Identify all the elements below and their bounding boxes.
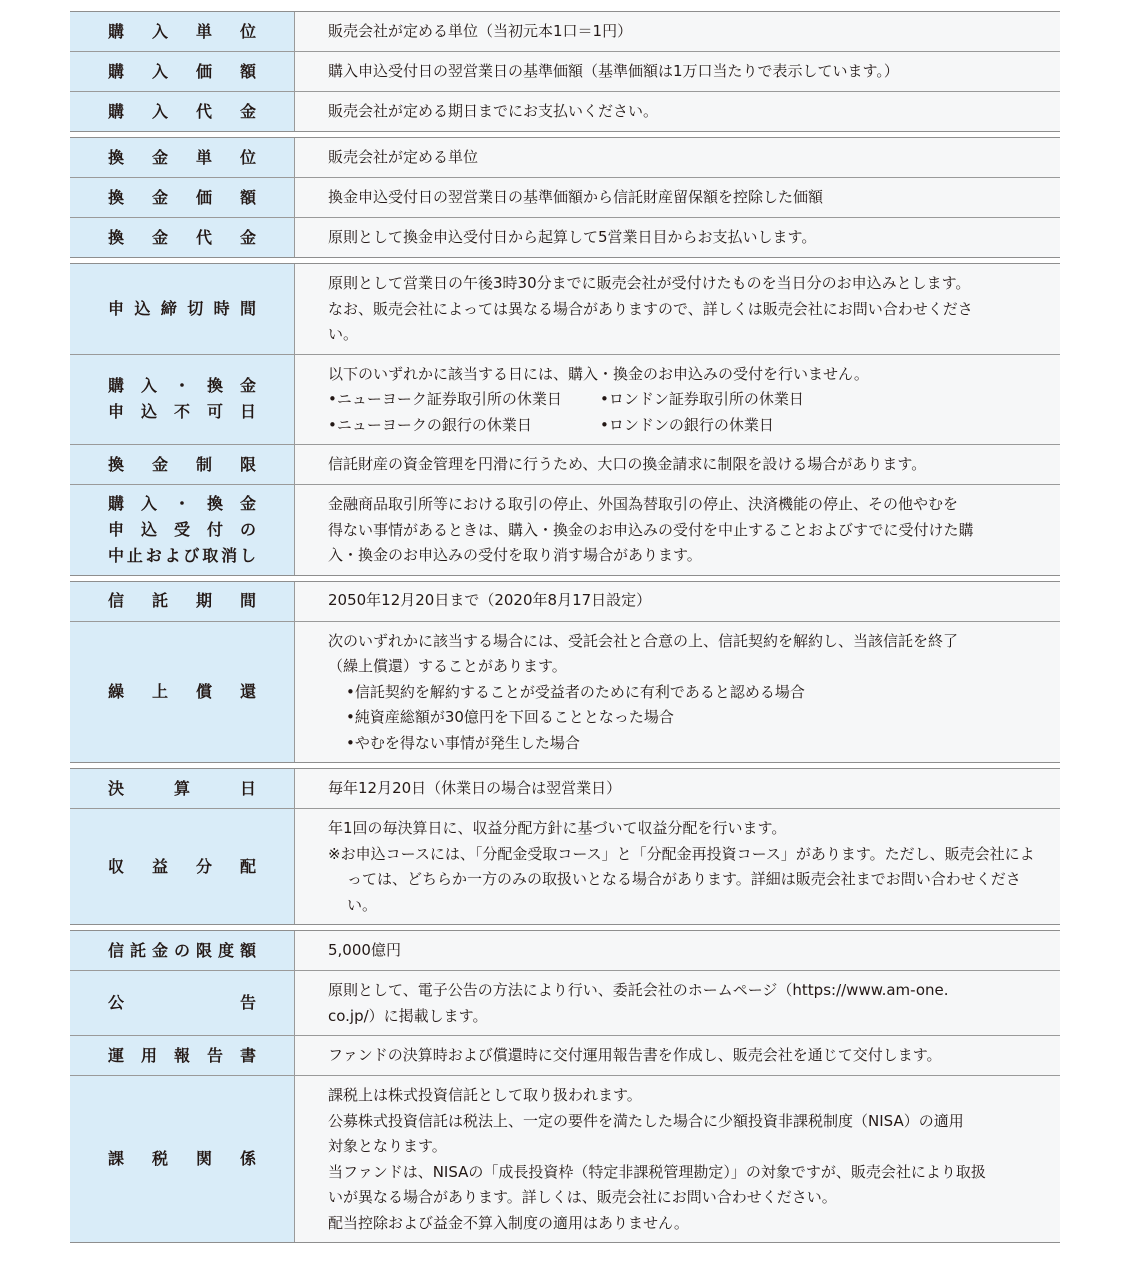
row-value-cell: [295, 1036, 1060, 1075]
row-value-cell: [295, 264, 1060, 354]
bullet-pair: [328, 387, 1048, 413]
table-row: [70, 1035, 1060, 1075]
bullet-item: •ロンドンの銀行の休業日: [600, 415, 774, 434]
row-label: 換 金 価 額: [108, 187, 256, 207]
row-value-cell: [295, 485, 1060, 575]
row-label: 購 入 代 金: [108, 101, 256, 121]
bullet-pair: [328, 413, 1048, 439]
row-value-cell: [295, 92, 1060, 131]
table-row: [70, 808, 1060, 924]
value-line: 公募株式投資信託は税法上、一定の要件を満たした場合に少額投資非課税制度（NISA）の適用: [328, 1111, 964, 1130]
table-row: [70, 177, 1060, 217]
row-value: [328, 185, 823, 211]
row-label: 購 入 単 位: [108, 21, 256, 41]
table-group: [70, 11, 1060, 132]
row-label: 申込締切時間: [108, 298, 256, 318]
table-row: [70, 51, 1060, 91]
table-row: [70, 354, 1060, 445]
row-label: 換 金 代 金: [108, 227, 256, 247]
value-line: 当ファンドは、NISAの「成長投資枠（特定非課税管理勘定）」の対象ですが、販売会社により取扱: [328, 1162, 986, 1181]
row-label-cell: [70, 445, 295, 484]
row-label-cell: [70, 92, 295, 131]
row-value: [328, 1083, 1048, 1236]
row-value-cell: [295, 1076, 1060, 1242]
row-value-cell: [295, 622, 1060, 763]
row-label: 繰 上 償 還: [108, 681, 256, 701]
row-label-cell: [70, 769, 295, 808]
bullet-item: •信託契約を解約することが受益者のために有利であると認める場合: [346, 682, 805, 701]
row-value: [328, 588, 651, 614]
row-value-cell: [295, 12, 1060, 51]
value-line: 以下のいずれかに該当する日には、購入・換金のお申込みの受付を行いません。: [328, 364, 869, 383]
value-line: 毎年12月20日（休業日の場合は翌営業日）: [328, 778, 622, 797]
row-value-cell: [295, 138, 1060, 177]
table-group: [70, 263, 1060, 576]
row-label-cell: [70, 138, 295, 177]
value-line: ファンドの決算時および償還時に交付運用報告書を作成し、販売会社を通じて交付します。: [328, 1045, 942, 1064]
table-row: [70, 12, 1060, 51]
row-value: [328, 776, 621, 802]
row-label: 購入・換金 申込不可日: [108, 376, 256, 422]
row-label: 換 金 制 限: [108, 454, 256, 474]
value-line: 販売会社が定める単位: [328, 147, 479, 166]
value-line: 信託財産の資金管理を円滑に行うため、大口の換金請求に制限を設ける場合があります。: [328, 454, 927, 473]
row-label: 購 入 価 額: [108, 61, 256, 81]
table-row: [70, 582, 1060, 621]
value-line: い。: [328, 325, 359, 343]
table-row: [70, 1075, 1060, 1242]
row-value: [328, 452, 926, 478]
value-line: 購入申込受付日の翌営業日の基準価額（基準価額は1万口当たりで表示しています。）: [328, 61, 899, 80]
row-label: 課 税 関 係: [108, 1149, 256, 1168]
bullet-item: •ニューヨーク証券取引所の休業日: [328, 390, 562, 408]
table-group: [70, 768, 1060, 925]
row-value-cell: [295, 445, 1060, 484]
row-value: [328, 225, 816, 251]
value-line: 換金申込受付日の翌営業日の基準価額から信託財産留保額を控除した価額: [328, 187, 824, 206]
bullet-item: •ニューヨークの銀行の休業日: [328, 415, 532, 434]
row-label: 購入・換金 申込受付の 中止および取消し: [108, 493, 256, 565]
row-value-cell: [295, 971, 1060, 1035]
row-label-cell: [70, 485, 295, 575]
row-value: [328, 629, 1048, 757]
row-value: [328, 938, 401, 964]
table-row: [70, 444, 1060, 484]
row-value: [328, 816, 1048, 918]
value-line: 対象となります。: [328, 1137, 447, 1155]
row-label: 決 算 日: [108, 778, 256, 798]
row-value-cell: [295, 355, 1060, 445]
value-line: 年1回の毎決算日に、収益分配方針に基づいて収益分配を行います。: [328, 819, 787, 837]
row-value-cell: [295, 218, 1060, 257]
row-value-cell: [295, 178, 1060, 217]
row-value-cell: [295, 809, 1060, 924]
value-line: 次のいずれかに該当する場合には、受託会社と合意の上、信託契約を解約し、当該信託を終了: [328, 631, 959, 650]
row-label-cell: [70, 931, 295, 970]
table-group: [70, 581, 1060, 764]
value-line: なお、販売会社によっては異なる場合がありますので、詳しくは販売会社にお問い合わせくださ: [328, 299, 973, 318]
row-label: 運用報告書: [108, 1045, 256, 1065]
row-value-cell: [295, 582, 1060, 621]
value-line: 原則として、電子公告の方法により行い、委託会社のホームページ（https://www.am-one.: [328, 981, 949, 999]
value-line: 入・換金のお申込みの受付を取り消す場合があります。: [328, 546, 702, 564]
row-label-cell: [70, 809, 295, 924]
table-row: [70, 91, 1060, 131]
table-row: [70, 138, 1060, 177]
row-label-cell: [70, 264, 295, 354]
row-value: [328, 1043, 942, 1069]
value-line: いが異なる場合があります。詳しくは、販売会社にお問い合わせください。: [328, 1188, 837, 1206]
row-label-cell: [70, 178, 295, 217]
row-label-cell: [70, 52, 295, 91]
table-group: [70, 137, 1060, 258]
table-row: [70, 931, 1060, 970]
value-line: （繰上償還）することがあります。: [328, 657, 567, 675]
row-value: [328, 271, 1048, 348]
row-value: [328, 978, 1048, 1029]
row-label-cell: [70, 12, 295, 51]
row-label: 公 告: [108, 993, 256, 1012]
row-label-cell: [70, 1076, 295, 1242]
value-line: 得ない事情があるときは、購入・換金のお申込みの受付を中止することおよびすでに受付けた購: [328, 520, 974, 539]
row-value-cell: [295, 52, 1060, 91]
row-label-cell: [70, 218, 295, 257]
row-label: 信 託 期 間: [108, 591, 256, 610]
value-line: 販売会社が定める単位（当初元本1口＝1円）: [328, 21, 633, 40]
row-value: [328, 145, 478, 171]
row-label: 信託金の限度額: [108, 940, 256, 960]
row-label-cell: [70, 971, 295, 1035]
value-line: 配当控除および益金不算入制度の適用はありません。: [328, 1213, 689, 1232]
row-label: 換 金 単 位: [108, 147, 256, 167]
row-label-cell: [70, 622, 295, 763]
bullet-item: •ロンドン証券取引所の休業日: [600, 390, 804, 408]
table-row: [70, 970, 1060, 1035]
table-row: [70, 264, 1060, 354]
value-line: 金融商品取引所等における取引の停止、外国為替取引の停止、決済機能の停止、その他やむを: [328, 495, 959, 513]
table-group: [70, 930, 1060, 1243]
row-value-cell: [295, 931, 1060, 970]
row-label: 収 益 分 配: [108, 856, 256, 876]
table-row: [70, 621, 1060, 763]
bullet-item: •純資産総額が30億円を下回ることとなった場合: [346, 708, 674, 726]
row-label-cell: [70, 355, 295, 445]
value-line: 原則として営業日の午後3時30分までに販売会社が受付けたものを当日分のお申込みとします。: [328, 274, 971, 292]
row-value-cell: [295, 769, 1060, 808]
fund-info-table: [70, 11, 1060, 1243]
row-label-cell: [70, 1036, 295, 1075]
row-value: [328, 59, 899, 85]
value-line: co.jp/）に掲載します。: [328, 1006, 488, 1025]
row-label-cell: [70, 582, 295, 621]
value-line: 5,000億円: [328, 940, 401, 959]
table-row: [70, 484, 1060, 575]
row-value: [328, 492, 1048, 569]
value-line: 販売会社が定める期日までにお支払いください。: [328, 101, 659, 120]
value-line: 2050年12月20日まで（2020年8月17日設定）: [328, 591, 652, 610]
bullet-item: •やむを得ない事情が発生した場合: [346, 733, 580, 752]
value-line: 原則として換金申込受付日から起算して5営業日目からお支払いします。: [328, 227, 817, 246]
row-value: [328, 362, 1048, 439]
table-row: [70, 217, 1060, 257]
row-value: [328, 99, 658, 125]
row-value: [328, 19, 632, 45]
value-line: 課税上は株式投資信託として取り扱われます。: [328, 1086, 642, 1104]
note-text: ※お申込コースには、「分配金受取コース」と「分配金再投資コース」があります。ただし、販売会社によっては、どちらか一方のみの取扱いとなる場合があります。詳細は販売会社までお問い合わせください。: [328, 844, 1035, 914]
table-row: [70, 769, 1060, 808]
